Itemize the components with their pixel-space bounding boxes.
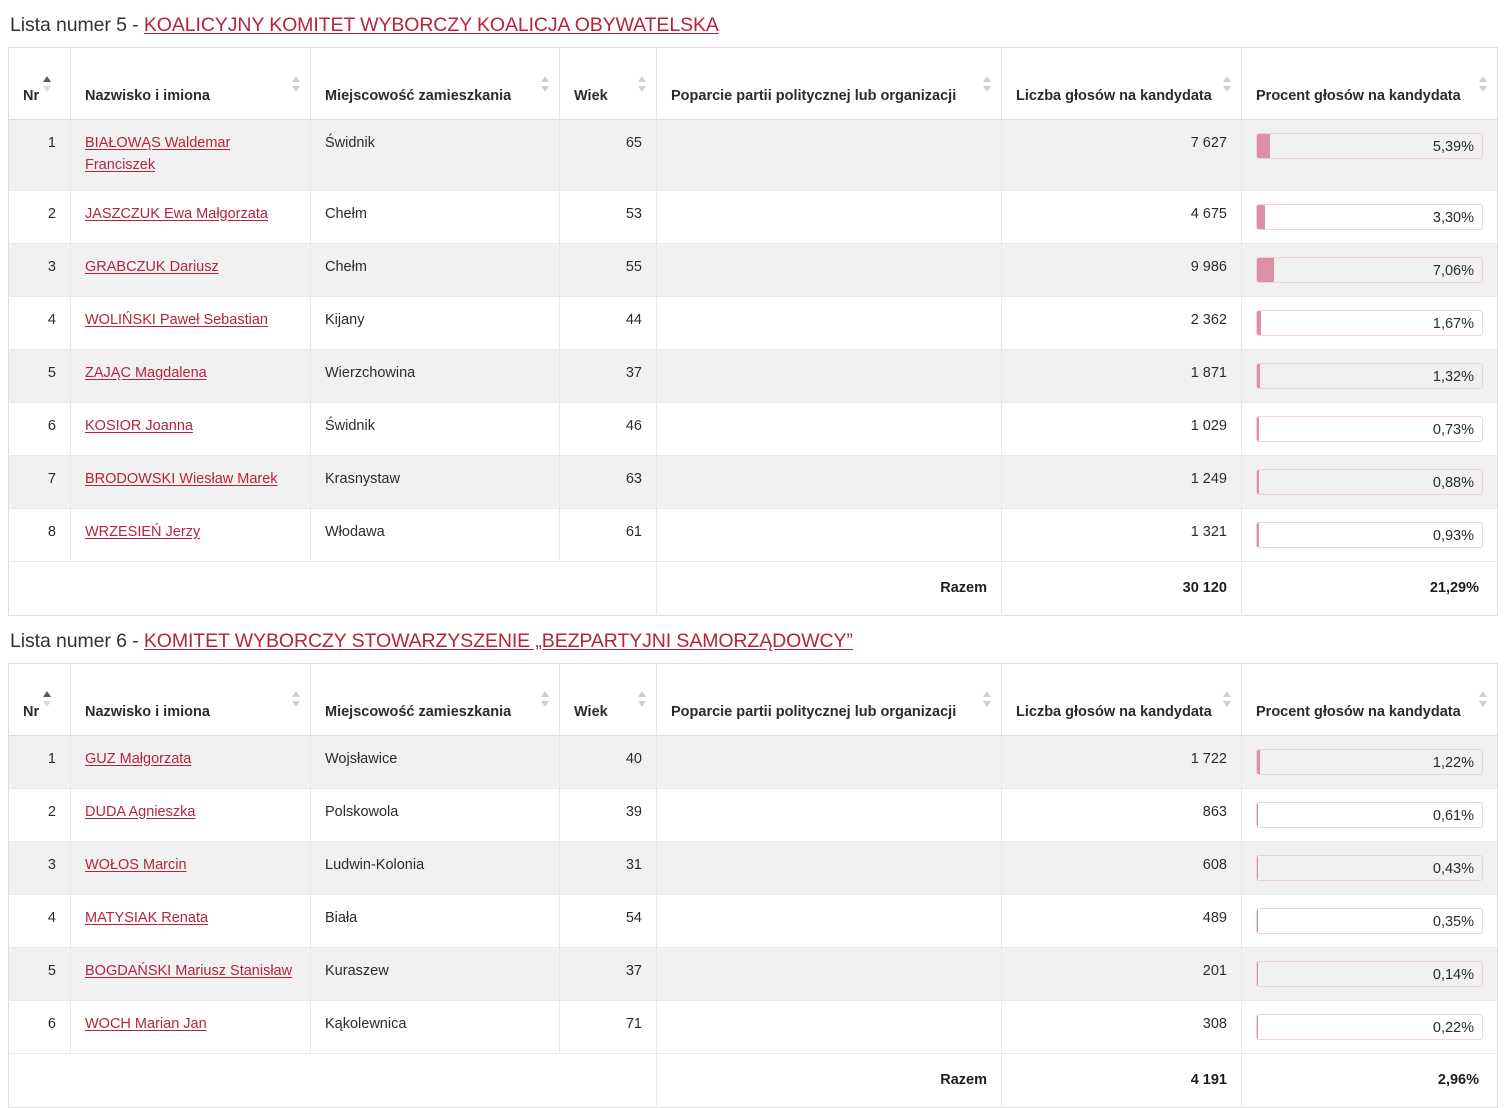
column-header-nr[interactable] xyxy=(9,48,71,120)
cell-age: 54 xyxy=(560,894,657,947)
cell-city: Wierzchowina xyxy=(311,349,560,402)
total-votes: 30 120 xyxy=(1002,561,1242,615)
cell-city: Świdnik xyxy=(311,120,560,191)
cell-name xyxy=(71,841,311,894)
candidate-name-link[interactable]: BRODOWSKI Wiesław Marek xyxy=(85,471,278,487)
total-percent: 21,29% xyxy=(1242,561,1498,615)
sort-toggle-icon[interactable] xyxy=(292,691,301,707)
cell-age: 46 xyxy=(560,402,657,455)
table-row xyxy=(9,894,1498,947)
committee-link[interactable]: KOMITET WYBORCZY STOWARZYSZENIE „BEZPARTYJNI SAMORZĄDOWCY” xyxy=(144,630,853,652)
column-header-votes[interactable] xyxy=(1002,48,1242,120)
cell-age: 31 xyxy=(560,841,657,894)
column-header-label: Nr xyxy=(23,87,56,106)
column-header-label: Miejscowość zamieszkania xyxy=(325,703,545,722)
cell-city: Ludwin-Kolonia xyxy=(311,841,560,894)
percent-bar-fill xyxy=(1257,1015,1258,1039)
total-label: Razem xyxy=(657,1053,1002,1107)
cell-party xyxy=(657,296,1002,349)
percent-value: 7,06% xyxy=(1433,258,1474,283)
table-row xyxy=(9,841,1498,894)
percent-bar xyxy=(1256,257,1483,283)
candidate-name-link[interactable]: BOGDAŃSKI Mariusz Stanisław xyxy=(85,963,292,979)
percent-bar-fill xyxy=(1257,523,1259,547)
cell-city: Krasnystaw xyxy=(311,455,560,508)
cell-votes: 608 xyxy=(1002,841,1242,894)
sort-toggle-icon[interactable] xyxy=(1223,76,1232,92)
cell-party xyxy=(657,788,1002,841)
column-header-party[interactable] xyxy=(657,48,1002,120)
cell-votes: 489 xyxy=(1002,894,1242,947)
percent-bar xyxy=(1256,802,1483,828)
cell-pct xyxy=(1242,947,1498,1000)
column-header-label: Procent głosów na kandydata xyxy=(1256,703,1483,722)
sort-toggle-icon[interactable] xyxy=(43,691,52,707)
table-row xyxy=(9,508,1498,561)
column-header-city[interactable] xyxy=(311,48,560,120)
cell-name xyxy=(71,788,311,841)
percent-value: 0,43% xyxy=(1433,856,1474,881)
percent-bar xyxy=(1256,855,1483,881)
percent-value: 1,22% xyxy=(1433,750,1474,775)
cell-age: 44 xyxy=(560,296,657,349)
cell-name xyxy=(71,296,311,349)
total-votes: 4 191 xyxy=(1002,1053,1242,1107)
cell-city: Chełm xyxy=(311,243,560,296)
candidate-name-link[interactable]: GUZ Małgorzata xyxy=(85,751,191,767)
column-header-age[interactable] xyxy=(560,663,657,735)
table-row xyxy=(9,402,1498,455)
cell-votes: 1 871 xyxy=(1002,349,1242,402)
cell-pct xyxy=(1242,402,1498,455)
cell-party xyxy=(657,508,1002,561)
cell-party xyxy=(657,402,1002,455)
percent-value: 0,35% xyxy=(1433,909,1474,934)
cell-age: 39 xyxy=(560,788,657,841)
cell-party xyxy=(657,349,1002,402)
cell-name xyxy=(71,455,311,508)
percent-bar-fill xyxy=(1257,364,1260,388)
cell-city: Kąkolewnica xyxy=(311,1000,560,1053)
percent-value: 5,39% xyxy=(1433,134,1474,159)
cell-city: Świdnik xyxy=(311,402,560,455)
percent-bar-fill xyxy=(1257,417,1259,441)
column-header-name[interactable] xyxy=(71,48,311,120)
column-header-label: Poparcie partii politycznej lub organizacji xyxy=(671,87,987,106)
percent-value: 1,67% xyxy=(1433,311,1474,336)
list-number-label: Lista numer 5 xyxy=(10,14,127,36)
cell-age: 65 xyxy=(560,120,657,191)
cell-city: Kijany xyxy=(311,296,560,349)
percent-value: 0,93% xyxy=(1433,523,1474,548)
percent-bar-fill xyxy=(1257,909,1258,933)
total-percent: 2,96% xyxy=(1242,1053,1498,1107)
cell-pct xyxy=(1242,243,1498,296)
table-row xyxy=(9,947,1498,1000)
column-header-label: Poparcie partii politycznej lub organizacji xyxy=(671,703,987,722)
cell-age: 71 xyxy=(560,1000,657,1053)
table-total-row xyxy=(9,1053,1498,1107)
cell-votes: 1 321 xyxy=(1002,508,1242,561)
cell-votes: 2 362 xyxy=(1002,296,1242,349)
percent-bar xyxy=(1256,522,1483,548)
candidate-name-link[interactable]: DUDA Agnieszka xyxy=(85,804,195,820)
cell-votes: 308 xyxy=(1002,1000,1242,1053)
table-header-row xyxy=(9,663,1498,735)
table-row xyxy=(9,1000,1498,1053)
cell-pct xyxy=(1242,1000,1498,1053)
list-heading xyxy=(8,0,1497,47)
cell-name xyxy=(71,190,311,243)
table-row xyxy=(9,735,1498,788)
cell-votes: 1 029 xyxy=(1002,402,1242,455)
cell-age: 53 xyxy=(560,190,657,243)
percent-bar xyxy=(1256,133,1483,159)
column-header-label: Liczba głosów na kandydata xyxy=(1016,87,1227,106)
column-header-party[interactable] xyxy=(657,663,1002,735)
percent-bar-fill xyxy=(1257,803,1258,827)
table-row xyxy=(9,243,1498,296)
cell-nr: 3 xyxy=(9,841,71,894)
cell-nr: 2 xyxy=(9,190,71,243)
sort-toggle-icon[interactable] xyxy=(541,76,550,92)
sort-toggle-icon[interactable] xyxy=(638,76,647,92)
cell-name xyxy=(71,1000,311,1053)
percent-bar xyxy=(1256,961,1483,987)
total-row-blank xyxy=(9,1053,657,1107)
column-header-age[interactable] xyxy=(560,48,657,120)
cell-city: Kuraszew xyxy=(311,947,560,1000)
cell-nr: 1 xyxy=(9,120,71,191)
cell-name xyxy=(71,508,311,561)
candidate-name-link[interactable]: WOCH Marian Jan xyxy=(85,1016,207,1032)
column-header-label: Miejscowość zamieszkania xyxy=(325,87,545,106)
candidate-name-link[interactable]: JASZCZUK Ewa Małgorzata xyxy=(85,206,268,222)
percent-bar xyxy=(1256,1014,1483,1040)
percent-bar xyxy=(1256,908,1483,934)
cell-nr: 6 xyxy=(9,1000,71,1053)
cell-name xyxy=(71,120,311,191)
cell-votes: 7 627 xyxy=(1002,120,1242,191)
table-row xyxy=(9,349,1498,402)
percent-bar xyxy=(1256,204,1483,230)
heading-separator: - xyxy=(127,14,144,36)
cell-party xyxy=(657,1000,1002,1053)
candidate-name-link[interactable]: KOSIOR Joanna xyxy=(85,418,193,434)
cell-party xyxy=(657,455,1002,508)
cell-nr: 6 xyxy=(9,402,71,455)
candidate-name-link[interactable]: BIAŁOWĄS Waldemar Franciszek xyxy=(85,135,230,173)
percent-bar-fill xyxy=(1257,311,1261,335)
cell-nr: 4 xyxy=(9,296,71,349)
cell-votes: 1 249 xyxy=(1002,455,1242,508)
cell-city: Biała xyxy=(311,894,560,947)
percent-value: 3,30% xyxy=(1433,205,1474,230)
cell-city: Włodawa xyxy=(311,508,560,561)
candidate-name-link[interactable]: WRZESIEŃ Jerzy xyxy=(85,524,200,540)
sort-toggle-icon[interactable] xyxy=(1223,691,1232,707)
cell-party xyxy=(657,120,1002,191)
sort-toggle-icon[interactable] xyxy=(983,691,992,707)
percent-value: 0,14% xyxy=(1433,962,1474,987)
candidate-name-link[interactable]: WOŁOS Marcin xyxy=(85,857,187,873)
cell-pct xyxy=(1242,508,1498,561)
cell-name xyxy=(71,402,311,455)
candidate-results-table xyxy=(8,663,1498,1108)
cell-nr: 1 xyxy=(9,735,71,788)
table-row xyxy=(9,455,1498,508)
cell-party xyxy=(657,243,1002,296)
cell-party xyxy=(657,190,1002,243)
table-header-row xyxy=(9,48,1498,120)
table-row xyxy=(9,788,1498,841)
cell-party xyxy=(657,894,1002,947)
cell-party xyxy=(657,947,1002,1000)
sort-toggle-icon[interactable] xyxy=(541,691,550,707)
cell-votes: 863 xyxy=(1002,788,1242,841)
cell-pct xyxy=(1242,735,1498,788)
column-header-label: Wiek xyxy=(574,703,642,722)
cell-party xyxy=(657,735,1002,788)
cell-city: Polskowola xyxy=(311,788,560,841)
table-row xyxy=(9,190,1498,243)
percent-value: 0,88% xyxy=(1433,470,1474,495)
cell-votes: 9 986 xyxy=(1002,243,1242,296)
committee-link[interactable]: KOALICYJNY KOMITET WYBORCZY KOALICJA OBYWATELSKA xyxy=(144,14,719,36)
cell-pct xyxy=(1242,841,1498,894)
column-header-city[interactable] xyxy=(311,663,560,735)
column-header-label: Nazwisko i imiona xyxy=(85,703,296,722)
candidate-name-link[interactable]: MATYSIAK Renata xyxy=(85,910,208,926)
percent-value: 1,32% xyxy=(1433,364,1474,389)
cell-pct xyxy=(1242,296,1498,349)
cell-nr: 7 xyxy=(9,455,71,508)
percent-bar xyxy=(1256,416,1483,442)
column-header-label: Nr xyxy=(23,703,56,722)
candidate-results-table xyxy=(8,47,1498,616)
sort-toggle-icon[interactable] xyxy=(638,691,647,707)
cell-pct xyxy=(1242,455,1498,508)
column-header-votes[interactable] xyxy=(1002,663,1242,735)
cell-age: 37 xyxy=(560,349,657,402)
candidate-name-link[interactable]: WOLIŃSKI Paweł Sebastian xyxy=(85,312,268,328)
cell-party xyxy=(657,841,1002,894)
sort-toggle-icon[interactable] xyxy=(983,76,992,92)
cell-votes: 201 xyxy=(1002,947,1242,1000)
cell-age: 63 xyxy=(560,455,657,508)
column-header-pct[interactable] xyxy=(1242,48,1498,120)
list-heading xyxy=(8,616,1497,663)
list-number-label: Lista numer 6 xyxy=(10,630,127,652)
cell-city: Chełm xyxy=(311,190,560,243)
percent-bar xyxy=(1256,310,1483,336)
percent-bar-fill xyxy=(1257,750,1260,774)
percent-bar-fill xyxy=(1257,258,1274,282)
percent-bar-fill xyxy=(1257,205,1265,229)
sort-toggle-icon[interactable] xyxy=(292,76,301,92)
cell-pct xyxy=(1242,788,1498,841)
column-header-pct[interactable] xyxy=(1242,663,1498,735)
table-total-row xyxy=(9,561,1498,615)
cell-city: Wojsławice xyxy=(311,735,560,788)
percent-value: 0,61% xyxy=(1433,803,1474,828)
sort-toggle-icon[interactable] xyxy=(1479,691,1488,707)
cell-votes: 4 675 xyxy=(1002,190,1242,243)
cell-age: 61 xyxy=(560,508,657,561)
cell-name xyxy=(71,243,311,296)
cell-name xyxy=(71,894,311,947)
candidate-name-link[interactable]: ZAJĄC Magdalena xyxy=(85,365,207,381)
cell-nr: 5 xyxy=(9,349,71,402)
column-header-name[interactable] xyxy=(71,663,311,735)
percent-bar-fill xyxy=(1257,470,1259,494)
cell-name xyxy=(71,735,311,788)
cell-votes: 1 722 xyxy=(1002,735,1242,788)
total-row-blank xyxy=(9,561,657,615)
cell-age: 55 xyxy=(560,243,657,296)
cell-name xyxy=(71,349,311,402)
cell-pct xyxy=(1242,120,1498,191)
percent-bar-fill xyxy=(1257,856,1258,880)
sort-toggle-icon[interactable] xyxy=(43,76,52,92)
table-row xyxy=(9,296,1498,349)
heading-separator: - xyxy=(127,630,144,652)
cell-nr: 4 xyxy=(9,894,71,947)
sort-toggle-icon[interactable] xyxy=(1479,76,1488,92)
cell-age: 40 xyxy=(560,735,657,788)
table-row xyxy=(9,120,1498,191)
cell-age: 37 xyxy=(560,947,657,1000)
total-label: Razem xyxy=(657,561,1002,615)
column-header-nr[interactable] xyxy=(9,663,71,735)
column-header-label: Liczba głosów na kandydata xyxy=(1016,703,1227,722)
candidate-name-link[interactable]: GRABCZUK Dariusz xyxy=(85,259,219,275)
percent-value: 0,22% xyxy=(1433,1015,1474,1040)
cell-nr: 2 xyxy=(9,788,71,841)
percent-bar xyxy=(1256,363,1483,389)
cell-name xyxy=(71,947,311,1000)
column-header-label: Procent głosów na kandydata xyxy=(1256,87,1483,106)
cell-nr: 3 xyxy=(9,243,71,296)
percent-bar-fill xyxy=(1257,134,1270,158)
cell-pct xyxy=(1242,190,1498,243)
percent-bar xyxy=(1256,749,1483,775)
cell-nr: 8 xyxy=(9,508,71,561)
cell-pct xyxy=(1242,349,1498,402)
percent-bar xyxy=(1256,469,1483,495)
column-header-label: Nazwisko i imiona xyxy=(85,87,296,106)
cell-nr: 5 xyxy=(9,947,71,1000)
cell-pct xyxy=(1242,894,1498,947)
column-header-label: Wiek xyxy=(574,87,642,106)
percent-value: 0,73% xyxy=(1433,417,1474,442)
